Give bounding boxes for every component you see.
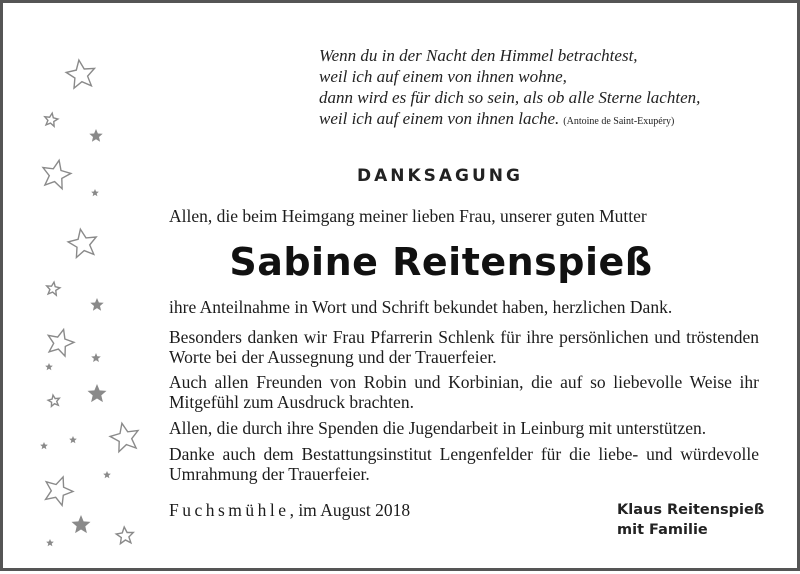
star-filled-icon — [89, 129, 102, 142]
quote-line: dann wird es für dich so sein, als ob alle Sterne lachten, — [319, 88, 701, 107]
paragraph-funeral-home: Danke auch dem Bestattungsinstitut Lengenfelder für die liebe- und würdevolle Umrahmung der Trauerfeier. — [169, 444, 759, 484]
star-outline-icon — [46, 477, 73, 506]
quote-line-text: weil ich auf einem von ihnen lache. — [319, 109, 560, 128]
star-filled-icon — [40, 442, 48, 449]
star-filled-icon — [91, 189, 99, 196]
quote-line: Wenn du in der Nacht den Himmel betrachtest, — [319, 46, 638, 65]
place-date — [169, 500, 410, 521]
star-outline-icon — [48, 395, 59, 406]
signature-name: Klaus Reitenspieß — [617, 502, 765, 518]
star-filled-icon — [88, 384, 107, 402]
signature-family: mit Familie — [617, 522, 708, 538]
star-filled-icon — [90, 298, 103, 311]
date-text: , im August 2018 — [289, 500, 411, 520]
deceased-name: Sabine Reitenspieß — [229, 240, 653, 284]
star-outline-icon — [48, 330, 74, 357]
paragraph-friends: Auch allen Freunden von Robin und Korbinian, die auf so liebevolle Weise ihr Mitgefühl zum Ausdruck brachten. — [169, 372, 759, 412]
star-filled-icon — [46, 539, 54, 546]
star-outline-icon — [116, 527, 133, 544]
star-filled-icon — [72, 515, 91, 533]
star-filled-icon — [103, 471, 111, 478]
star-decoration — [3, 3, 163, 574]
quote-attribution: (Antoine de Saint-Exupéry) — [563, 116, 675, 127]
star-filled-icon — [91, 353, 101, 362]
star-filled-icon — [45, 363, 53, 370]
page-title: DANKSAGUNG — [356, 166, 523, 186]
star-outline-icon — [45, 113, 58, 126]
quote-line — [319, 108, 789, 132]
place-name: Fuchsmühle — [169, 500, 290, 520]
star-outline-icon — [110, 423, 138, 451]
paragraph-thanks: ihre Anteilnahme in Wort und Schrift bekundet haben, herzlichen Dank. — [169, 297, 673, 317]
star-filled-icon — [69, 436, 77, 443]
paragraph-pastor: Besonders danken wir Frau Pfarrerin Schlenk für ihre persönlichen und tröstenden Worte bei der Aussegnung und der Trauerfeier. — [169, 327, 759, 367]
quote-line: weil ich auf einem von ihnen wohne, — [319, 67, 567, 86]
quote-block — [319, 45, 789, 132]
star-outline-icon — [66, 60, 94, 88]
intro-text: Allen, die beim Heimgang meiner lieben Frau, unserer guten Mutter — [169, 206, 647, 226]
signature-block — [617, 500, 764, 540]
star-outline-icon — [47, 282, 60, 295]
paragraph-donations: Allen, die durch ihre Spenden die Jugendarbeit in Leinburg mit unterstützen. — [169, 418, 707, 438]
